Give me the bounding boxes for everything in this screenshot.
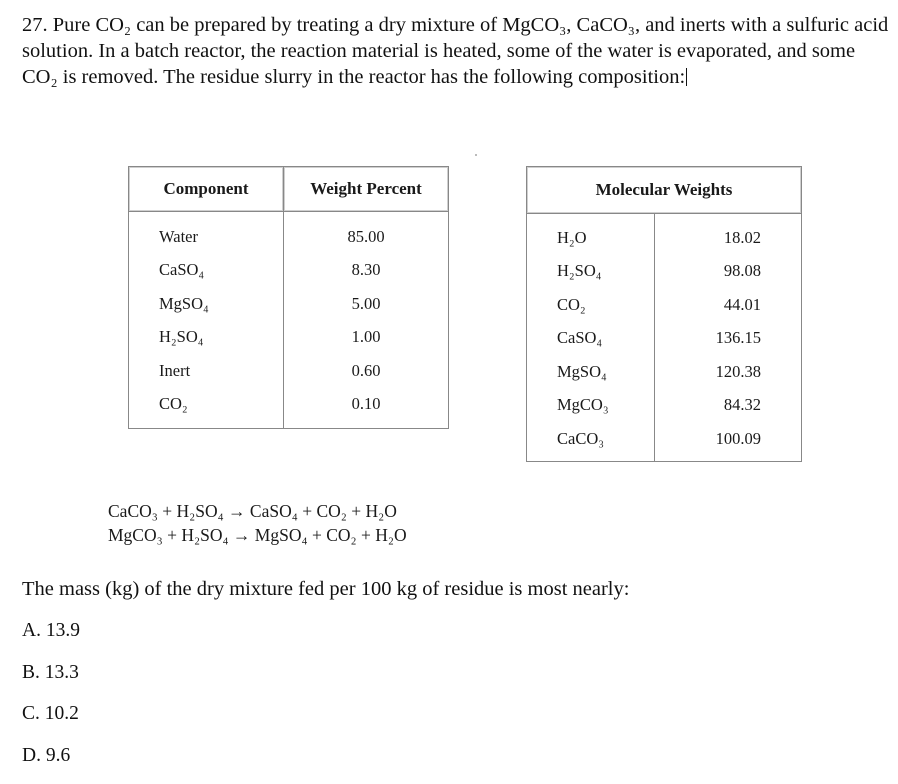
molecular-weight-value: 44.01 [655, 288, 802, 322]
answer-options [22, 618, 80, 784]
compound-name: CaSO₄ [527, 322, 655, 356]
weight-percent-value: 0.10 [284, 388, 449, 429]
component-name: CaSO₄ [129, 254, 284, 288]
compound-name: MgCO₃ [527, 389, 655, 423]
equation-caco3: CaCO₃ + H₂SO₄ → CaSO₄ + CO₂ + H₂O [108, 499, 407, 523]
option-a: A. 13.9 [22, 618, 80, 660]
molecular-weights-header: Molecular Weights [527, 167, 802, 214]
component-header: Component [129, 167, 284, 212]
option-c: C. 10.2 [22, 701, 80, 743]
equation-mgco3: MgCO₃ + H₂SO₄ → MgSO₄ + CO₂ + H₂O [108, 523, 407, 547]
weight-percent-value: 8.30 [284, 254, 449, 288]
component-name: Water [129, 212, 284, 254]
weight-percent-value: 85.00 [284, 212, 449, 254]
compound-name: H₂SO₄ [527, 255, 655, 289]
molecular-weight-value: 100.09 [655, 422, 802, 461]
mw-row [527, 422, 802, 461]
compound-name: H₂O [527, 214, 655, 255]
text-cursor [686, 68, 687, 86]
question-text: The mass (kg) of the dry mixture fed per 100 kg of residue is most nearly: [22, 576, 629, 602]
molecular-weights-header-row [527, 167, 802, 214]
composition-header-row [129, 167, 449, 212]
weight-percent-value: 1.00 [284, 321, 449, 355]
reaction-equations [108, 499, 407, 547]
mw-row [527, 288, 802, 322]
component-name: Inert [129, 354, 284, 388]
scan-dot [475, 154, 477, 156]
composition-row [129, 388, 449, 429]
composition-row [129, 354, 449, 388]
weight-percent-value: 5.00 [284, 287, 449, 321]
weight-percent-value: 0.60 [284, 354, 449, 388]
option-b: B. 13.3 [22, 660, 80, 702]
molecular-weights-table [526, 166, 802, 462]
molecular-weight-value: 98.08 [655, 255, 802, 289]
compound-name: MgSO₄ [527, 355, 655, 389]
mw-row [527, 255, 802, 289]
mw-row [527, 389, 802, 423]
composition-row [129, 212, 449, 254]
mw-row [527, 322, 802, 356]
compound-name: CaCO₃ [527, 422, 655, 461]
composition-row [129, 321, 449, 355]
molecular-weight-value: 18.02 [655, 214, 802, 255]
option-d: D. 9.6 [22, 743, 80, 784]
problem-text: 27. Pure CO₂ can be prepared by treating a dry mixture of MgCO₃, CaCO₃, and inerts with a sulfuric acid solution. In a batch reactor, the reaction material is heated, some of the water is evaporated, and some CO₂ is removed. The residue slurry in the reactor has the following composition: [22, 14, 888, 88]
composition-row [129, 287, 449, 321]
composition-row [129, 254, 449, 288]
molecular-weight-value: 136.15 [655, 322, 802, 356]
component-name: H₂SO₄ [129, 321, 284, 355]
mw-row [527, 355, 802, 389]
molecular-weight-value: 120.38 [655, 355, 802, 389]
component-name: CO₂ [129, 388, 284, 429]
molecular-weight-value: 84.32 [655, 389, 802, 423]
weight-percent-header: Weight Percent [284, 167, 449, 212]
composition-table [128, 166, 449, 429]
component-name: MgSO₄ [129, 287, 284, 321]
problem-statement [22, 12, 892, 90]
compound-name: CO₂ [527, 288, 655, 322]
mw-row [527, 214, 802, 255]
